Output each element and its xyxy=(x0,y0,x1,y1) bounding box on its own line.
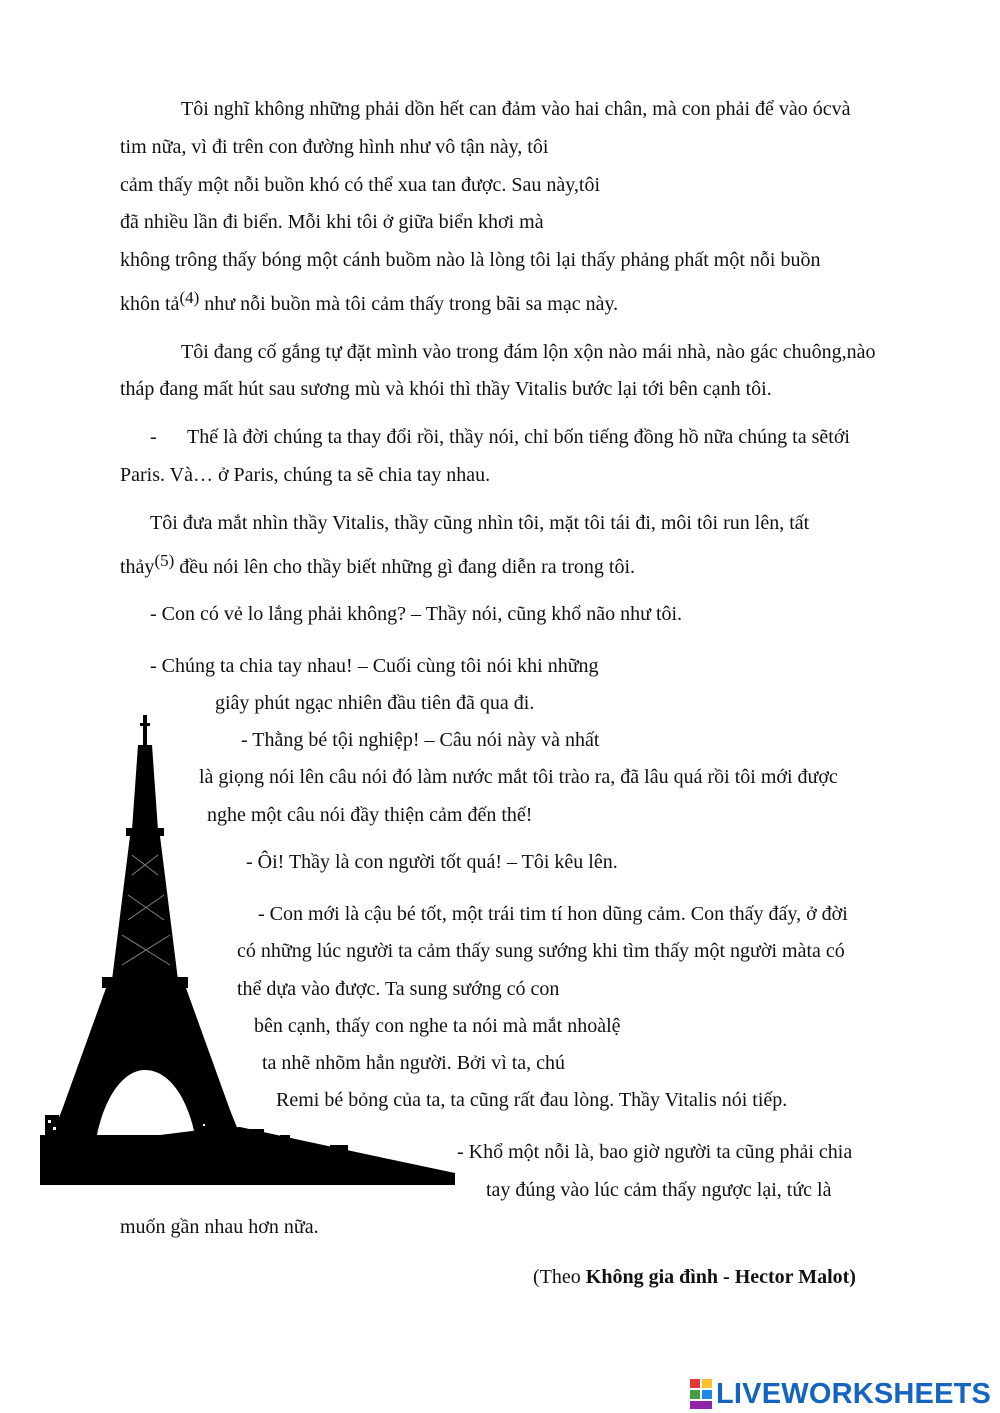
dialogue-6-line-3: thể dựa vào được. Ta sung sướng có con xyxy=(237,978,560,1000)
dialogue-6-line-2: có những lúc người ta cảm thấy sung sướng khi tìm thấy một người màta có xyxy=(237,940,845,962)
paragraph-1-line-4: đã nhiều lần đi biển. Mỗi khi tôi ở giữa biển khơi mà xyxy=(120,211,544,233)
dialogue-1-line-1: Thế là đời chúng ta thay đổi rồi, thầy nói, chỉ bốn tiếng đồng hồ nữa chúng ta sẽtới xyxy=(187,426,850,448)
liveworksheets-wordmark: LIVEWORKSHEETS xyxy=(716,1377,992,1410)
line-text: đều nói lên cho thầy biết những gì đang diễn ra trong tôi. xyxy=(174,556,636,578)
dialogue-4-line-3: nghe một câu nói đầy thiện cảm đến thế! xyxy=(207,804,533,826)
paragraph-3-line-1: Tôi đưa mắt nhìn thầy Vitalis, thầy cũng nhìn tôi, mặt tôi tái đi, môi tôi run lên, tất xyxy=(150,512,810,534)
credit-prefix: (Theo xyxy=(533,1266,586,1288)
line-text: như nỗi buồn mà tôi cảm thấy trong bãi sa mạc này. xyxy=(199,293,619,315)
dialogue-7-line-2: tay đúng vào lúc cảm thấy ngược lại, tức là xyxy=(486,1179,832,1201)
line-text: thảy xyxy=(120,556,155,578)
footnote-marker-4: (4) xyxy=(179,288,200,307)
dialogue-7-line-3: muốn gần nhau hơn nữa. xyxy=(120,1216,319,1238)
dialogue-dash: - xyxy=(150,426,157,448)
paragraph-1-line-6 xyxy=(120,288,619,316)
dialogue-7-line-1: - Khổ một nỗi là, bao giờ người ta cũng phải chia xyxy=(457,1141,853,1163)
dialogue-6-line-6: Remi bé bỏng của ta, ta cũng rất đau lòng. Thầy Vitalis nói tiếp. xyxy=(276,1089,788,1111)
paragraph-1-line-1: Tôi nghĩ không những phải dồn hết can đảm vào hai chân, mà con phải để vào ócvà xyxy=(181,98,851,120)
dialogue-6-line-4: bên cạnh, thấy con nghe ta nói mà mắt nhoàlệ xyxy=(254,1015,621,1037)
dialogue-4-line-1: - Thằng bé tội nghiệp! – Câu nói này và nhất xyxy=(241,729,600,751)
dialogue-1-line-2: Paris. Và… ở Paris, chúng ta sẽ chia tay nhau. xyxy=(120,464,491,486)
dialogue-3-line-1: - Chúng ta chia tay nhau! – Cuối cùng tôi nói khi những xyxy=(150,655,599,677)
liveworksheets-logo xyxy=(690,1376,991,1412)
paragraph-1-line-5: không trông thấy bóng một cánh buồm nào là lòng tôi lại thấy phảng phất một nỗi buồn xyxy=(120,249,821,271)
dialogue-6-line-1: - Con mới là cậu bé tốt, một trái tim tí hon dũng cảm. Con thấy đấy, ở đời xyxy=(258,903,848,925)
liveworksheets-icon xyxy=(690,1379,712,1409)
dialogue-2: - Con có vẻ lo lắng phải không? – Thầy nói, cũng khổ não như tôi. xyxy=(150,603,683,625)
line-text: khôn tả xyxy=(120,293,180,315)
dialogue-3-line-2: giây phút ngạc nhiên đầu tiên đã qua đi. xyxy=(215,692,535,714)
dialogue-6-line-5: ta nhẽ nhõm hẳn người. Bởi vì ta, chú xyxy=(262,1052,566,1074)
dialogue-5: - Ôi! Thầy là con người tốt quá! – Tôi kêu lên. xyxy=(246,851,618,873)
paragraph-1-line-3: cảm thấy một nỗi buồn khó có thể xua tan được. Sau này,tôi xyxy=(120,174,601,196)
credit-source: Không gia đình - Hector Malot) xyxy=(585,1266,856,1288)
paragraph-2-line-2: tháp đang mất hút sau sương mù và khói thì thầy Vitalis bước lại tới bên cạnh tôi. xyxy=(120,378,772,400)
footnote-marker-5: (5) xyxy=(154,551,175,570)
paragraph-3-line-2 xyxy=(120,551,636,579)
source-credit xyxy=(533,1265,856,1289)
dialogue-4-line-2: là giọng nói lên câu nói đó làm nước mắt tôi trào ra, đã lâu quá rồi tôi mới được xyxy=(199,766,838,788)
paragraph-1-line-2: tim nữa, vì đi trên con đường hình như vô tận này, tôi xyxy=(120,136,549,158)
paragraph-2-line-1: Tôi đang cố gắng tự đặt mình vào trong đám lộn xộn nào mái nhà, nào gác chuông,nào xyxy=(181,341,876,363)
